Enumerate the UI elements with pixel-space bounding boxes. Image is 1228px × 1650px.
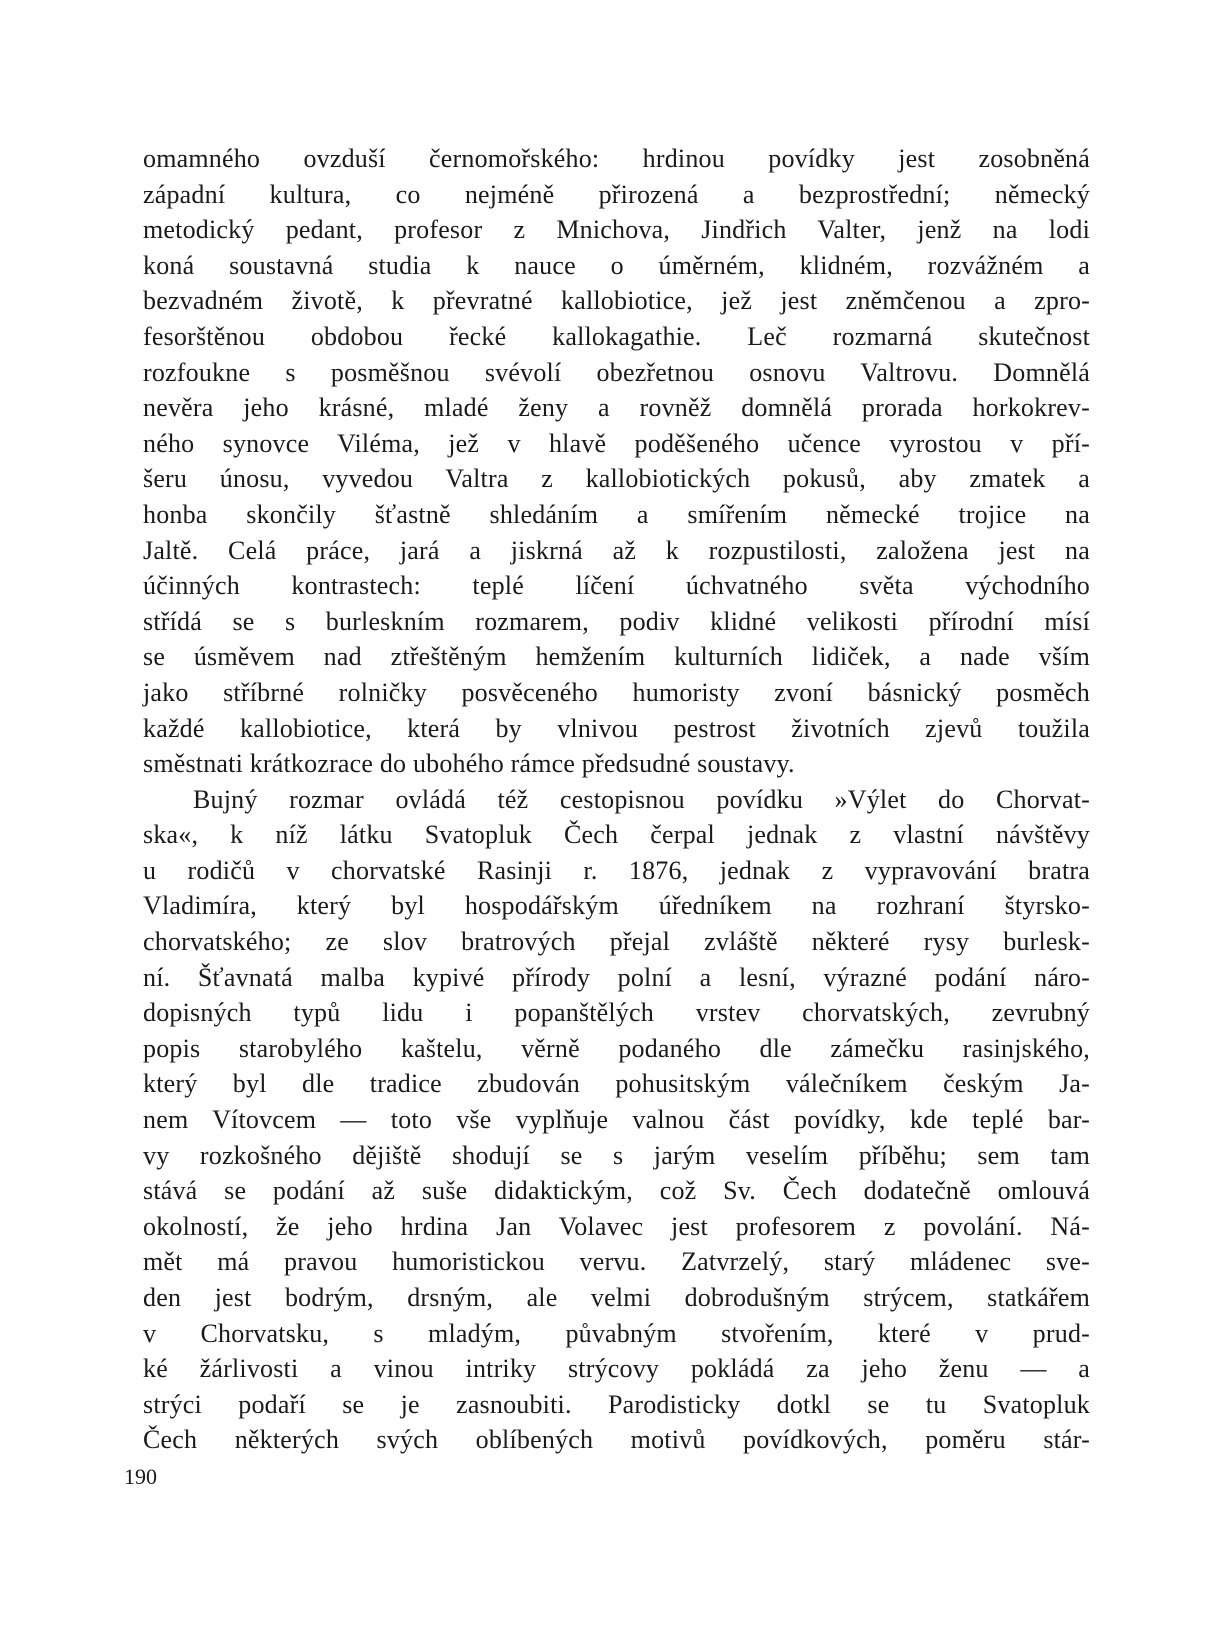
text-line: se úsměvem nad ztřeštěným hemžením kulturních lidiček, a nade vším <box>143 642 1090 672</box>
text-line: mět má pravou humoristickou vervu. Zatvrzelý, starý mládenec sve- <box>143 1247 1090 1277</box>
text-line: Jaltě. Celá práce, jará a jiskrná až k rozpustilosti, založena jest na <box>143 535 1090 565</box>
text-line: vy rozkošného dějiště shodují se s jarým veselím příběhu; sem tam <box>143 1140 1090 1170</box>
text-line: strýci podaří se je zasnoubiti. Parodisticky dotkl se tu Svatopluk <box>143 1389 1090 1419</box>
text-line: rozfoukne s posměšnou svévolí obezřetnou osnovu Valtrovu. Domnělá <box>143 357 1090 387</box>
body-text <box>143 141 1090 1458</box>
text-line: honba skončily šťastně shledáním a smířením německé trojice na <box>143 499 1090 529</box>
text-line: západní kultura, co nejméně přirozená a bezprostřední; německý <box>143 179 1090 209</box>
text-line: šeru únosu, vyvedou Valtra z kallobiotických pokusů, aby zmatek a <box>143 464 1090 494</box>
text-line: který byl dle tradice zbudován pohusitským válečníkem českým Ja- <box>143 1069 1090 1099</box>
text-line: střídá se s burleskním rozmarem, podiv klidné velikosti přírodní mísí <box>143 606 1090 636</box>
text-line: ké žárlivosti a vinou intriky strýcovy pokládá za jeho ženu — a <box>143 1354 1090 1384</box>
text-line: směstnati krátkozrace do ubohého rámce předsudné soustavy. <box>143 749 795 779</box>
text-line: účinných kontrastech: teplé líčení úchvatného světa východního <box>143 571 1090 601</box>
text-line: Čech některých svých oblíbených motivů povídkových, poměru stár- <box>143 1425 1090 1455</box>
text-line: metodický pedant, profesor z Mnichova, Jindřich Valter, jenž na lodi <box>143 215 1090 245</box>
text-line: den jest bodrým, drsným, ale velmi dobrodušným strýcem, statkářem <box>143 1283 1090 1312</box>
text-line: dopisných typů lidu i popanštělých vrstev chorvatských, zevrubný <box>143 998 1090 1028</box>
text-line: jako stříbrné rolničky posvěceného humoristy zvoní básnický posměch <box>143 677 1090 707</box>
text-line: v Chorvatsku, s mladým, půvabným stvořením, které v prud- <box>143 1318 1090 1348</box>
text-line: ska«, k níž látku Svatopluk Čech čerpal jednak z vlastní návštěvy <box>143 820 1090 850</box>
text-line: okolností, že jeho hrdina Jan Volavec jest profesorem z povolání. Ná- <box>143 1211 1090 1241</box>
text-line: stává se podání až suše didaktickým, což Sv. Čech dodatečně omlouvá <box>143 1176 1090 1206</box>
text-line: popis starobylého kaštelu, věrně podaného dle zámečku rasinjského, <box>143 1033 1090 1063</box>
text-line: koná soustavná studia k nauce o úměrném, klidném, rozvážném a <box>143 250 1090 280</box>
text-line: nem Vítovcem — toto vše vyplňuje valnou část povídky, kde teplé bar- <box>143 1105 1090 1135</box>
text-line: u rodičů v chorvatské Rasinji r. 1876, jednak z vypravování bratra <box>143 855 1090 885</box>
text-line: Bujný rozmar ovládá též cestopisnou povídku »Výlet do Chorvat- <box>193 784 1090 814</box>
text-line: chorvatského; ze slov bratrových přejal zvláště některé rysy burlesk- <box>143 927 1090 957</box>
text-line: ní. Šťavnatá malba kypivé přírody polní a lesní, výrazné podání náro- <box>143 962 1090 992</box>
text-line: fesorštěnou obdobou řecké kallokagathie. Leč rozmarná skutečnost <box>143 321 1090 351</box>
text-line: bezvadném životě, k převratné kallobiotice, jež jest zněmčenou a zpro- <box>143 286 1090 316</box>
text-line: každé kallobiotice, která by vlnivou pestrost životních zjevů toužila <box>143 713 1090 743</box>
text-line: Vladimíra, který byl hospodářským úředníkem na rozhraní štyrsko- <box>143 891 1090 921</box>
text-line: omamného ovzduší černomořského: hrdinou povídky jest zosobněná <box>143 144 1090 173</box>
page-number: 190 <box>124 1464 157 1489</box>
text-line: nevěra jeho krásné, mladé ženy a rovněž domnělá prorada horkokrev- <box>143 393 1090 423</box>
text-line: ného synovce Viléma, jež v hlavě poděšeného učence vyrostou v pří- <box>143 428 1090 458</box>
